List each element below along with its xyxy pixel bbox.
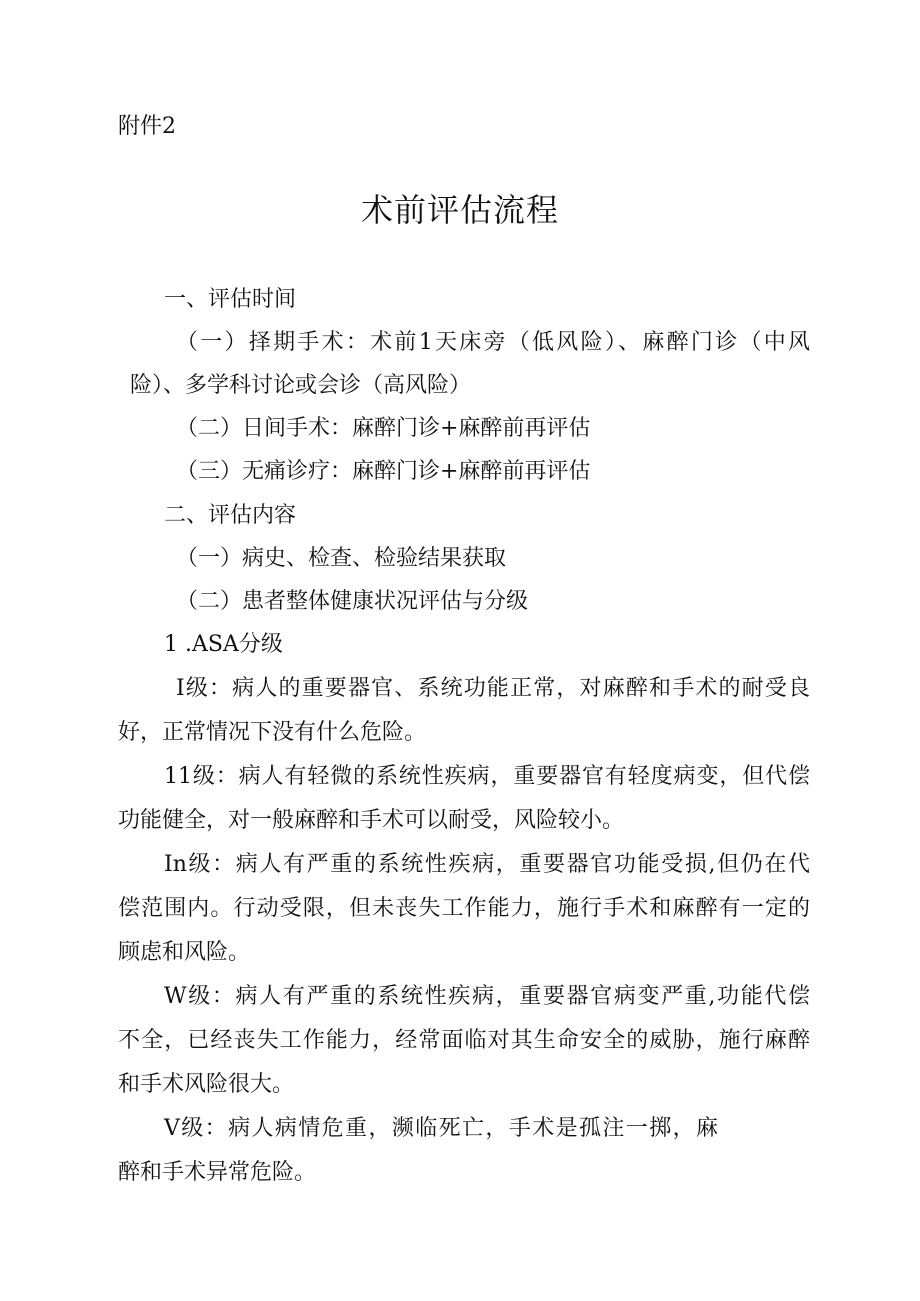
asa1-line2: 好，正常情况下没有什么危险。 [118, 720, 427, 745]
s1-item1-line2: 险）、多学科讨论或会诊（高风险） [130, 373, 472, 398]
asa1-line1: I级：病人的重要器官、系统功能正常，对麻醉和手术的耐受良 [176, 676, 810, 701]
asa3-line2: 偿范围内。行动受限，但未丧失工作能力，施行手术和麻醉有一定的 [118, 896, 810, 921]
s1-item2: （二）日间手术：麻醉门诊+麻醉前再评估 [176, 416, 591, 441]
s2-item2: （二）患者整体健康状况评估与分级 [176, 589, 529, 614]
asa5-line1: V级：病人病情危重，濒临死亡，手术是孤注一掷，麻 [164, 1116, 718, 1141]
asa3-line1: In级：病人有严重的系统性疾病，重要器官功能受损,但仍在代 [164, 852, 810, 877]
s2-item1: （一）病史、检查、检验结果获取 [176, 546, 507, 571]
s1-item3: （三）无痛诊疗：麻醉门诊+麻醉前再评估 [176, 459, 591, 484]
asa3-line3: 顾虑和风险。 [118, 940, 251, 965]
asa4-line3: 和手术风险很大。 [118, 1072, 295, 1097]
page-title: 术前评估流程 [360, 191, 559, 229]
asa5-line2: 醉和手术异常危险。 [118, 1160, 317, 1185]
annex-label: 附件2 [118, 114, 176, 139]
asa2-line2: 功能健全，对一般麻醉和手术可以耐受，风险较小。 [118, 808, 625, 833]
asa4-line2: 不全，已经丧失工作能力，经常面临对其生命安全的威胁，施行麻醉 [118, 1028, 810, 1053]
asa-heading: 1 .ASA分级 [164, 632, 283, 657]
section-2-heading: 二、评估内容 [164, 503, 297, 528]
asa4-line1: W级：病人有严重的系统性疾病，重要器官病变严重,功能代偿 [164, 984, 810, 1009]
asa2-line1: 11级：病人有轻微的系统性疾病，重要器官有轻度病变，但代偿 [164, 764, 810, 789]
section-1-heading: 一、评估时间 [164, 287, 297, 312]
s1-item1-line1: （一）择期手术：术前1天床旁（低风险）、麻醉门诊（中风 [176, 330, 810, 355]
